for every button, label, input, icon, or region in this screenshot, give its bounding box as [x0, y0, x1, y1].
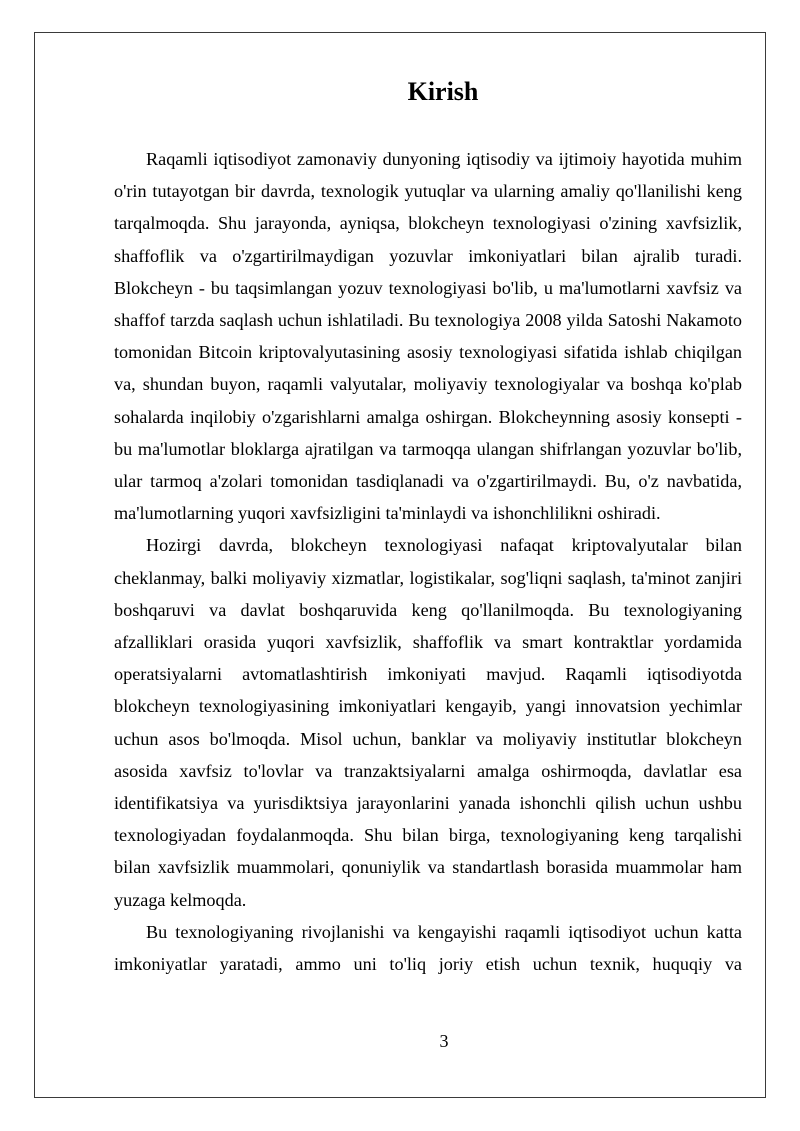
- page-number: 3: [439, 1031, 449, 1051]
- paragraph-2: Hozirgi davrda, blokcheyn texnologiyasi nafaqat kriptovalyutalar bilan cheklanmay, balki moliyaviy xizmatlar, logistikalar, sog'liqni saqlash, ta'minot zanjiri boshqaruvi va davlat boshqaruvida keng qo'llanilmoqda. Bu texnologiyaning afzalliklari orasida yuqori xavfsizlik, shaffoflik va smart kontraktlar yordamida operatsiyalarni avtomatlashtirish imkoniyati mavjud. Raqamli iqtisodiyotda blokcheyn texnologiyasining imkoniyatlari kengayib, yangi innovatsion yechimlar uchun asos bo'lmoqda. Misol uchun, banklar va moliyaviy institutlar blokcheyn asosida xavfsiz to'lovlar va tranzaktsiyalarni amalga oshirmoqda, davlatlar esa identifikatsiya va yurisdiktsiya jarayonlarini yanada ishonchli qilish uchun ushbu texnologiyadan foydalanmoqda. Shu bilan birga, texnologiyaning keng tarqalishi bilan xavfsizlik muammolari, qonuniylik va standartlash borasida muammolar ham yuzaga kelmoqda.: [114, 535, 742, 910]
- paragraph-1: Raqamli iqtisodiyot zamonaviy dunyoning iqtisodiy va ijtimoiy hayotida muhim o'rin tutayotgan bir davrda, texnologik yutuqlar va ularning amaliy qo'llanilishi keng tarqalmoqda. Shu jarayonda, ayniqsa, blokcheyn texnologiyasi o'zining xavfsizlik, shaffoflik va o'zgartirilmaydigan yozuvlar imkoniyatlari bilan ajralib turadi. Blokcheyn - bu taqsimlangan yozuv texnologiyasi bo'lib, u ma'lumotlarni xavfsiz va shaffof tarzda saqlash uchun ishlatiladi. Bu texnologiya 2008 yilda Satoshi Nakamoto tomonidan Bitcoin kriptovalyutasining asosiy texnologiyasi sifatida ishlab chiqilgan va, shundan buyon, raqamli valyutalar, moliyaviy texnologiyalar va boshqa ko'plab sohalarda inqilobiy o'zgarishlarni amalga oshirgan. Blokcheynning asosiy konsepti - bu ma'lumotlar bloklarga ajratilgan va tarmoqqa ulangan shifrlangan yozuvlar bo'lib, ular tarmoq a'zolari tomonidan tasdiqlanadi va o'zgartirilmaydi. Bu, o'z navbatida, ma'lumotlarning yuqori xavfsizligini ta'minlaydi va ishonchlilikni oshiradi.: [114, 149, 742, 524]
- page-title: Kirish: [407, 77, 479, 106]
- document-body: [114, 143, 742, 980]
- paragraph-3: Bu texnologiyaning rivojlanishi va kengayishi raqamli iqtisodiyot uchun katta imkoniyatlar yaratadi, ammo uni to'liq joriy etish uchun texnik, huquqiy va: [114, 921, 742, 975]
